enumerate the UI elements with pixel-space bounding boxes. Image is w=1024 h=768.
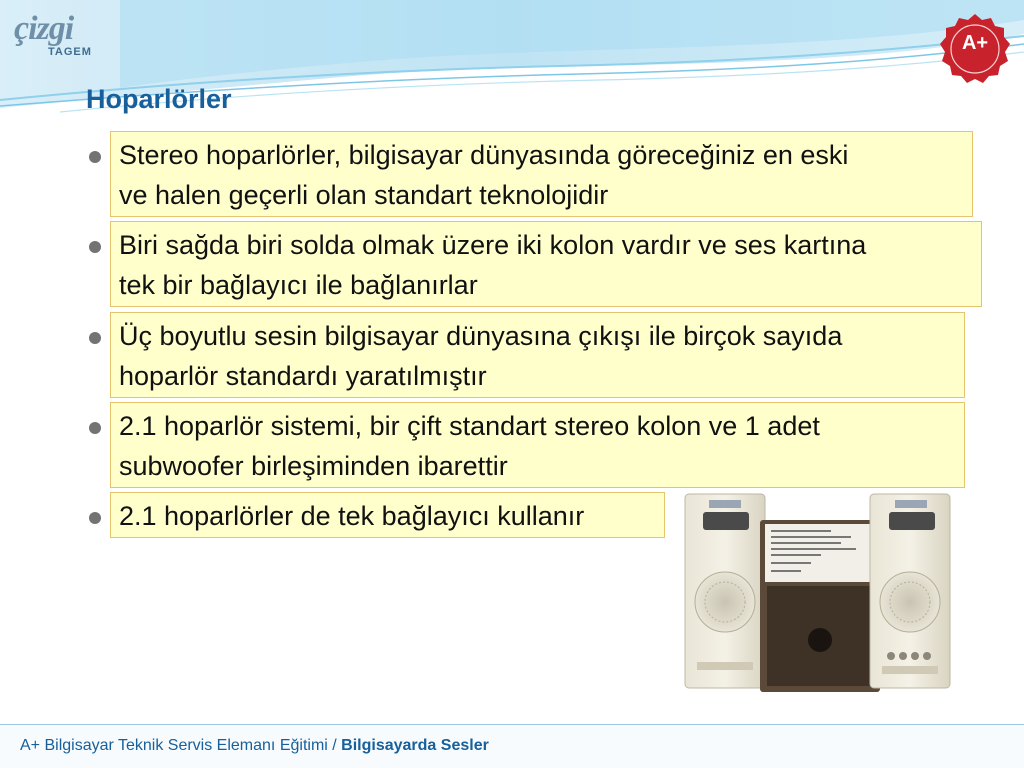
bullet-line: hoparlör standardı yaratılmıştır: [119, 361, 487, 391]
footer-separator: /: [327, 737, 342, 754]
highlight-box: [110, 402, 965, 488]
bullet-line: Stereo hoparlörler, bilgisayar dünyasında göreceğiniz en eski: [119, 140, 849, 170]
highlight-box: [110, 131, 973, 217]
bullet-dot-icon: [89, 332, 101, 344]
footer-course: A+ Bilgisayar Teknik Servis Elemanı Eğitimi: [20, 737, 328, 754]
bullet-dot-icon: [89, 512, 101, 524]
footer-section: Bilgisayarda Sesler: [341, 737, 489, 754]
footer-divider: [0, 724, 1024, 725]
footer-text: [20, 737, 489, 755]
bullet-dot-icon: [89, 151, 101, 163]
bullet-line: Biri sağda biri solda olmak üzere iki kolon vardır ve ses kartına: [119, 230, 867, 260]
highlight-box: [110, 312, 965, 398]
seal-label: A+: [961, 32, 989, 54]
bullet-dot-icon: [89, 241, 101, 253]
bullet-line: ve halen geçerli olan standart teknolojidir: [119, 180, 609, 210]
bullet-line: Üç boyutlu sesin bilgisayar dünyasına çıkışı ile birçok sayıda: [119, 321, 843, 351]
highlight-box: [110, 492, 665, 538]
bullet-line: 2.1 hoparlörler de tek bağlayıcı kullanır: [119, 501, 585, 531]
bullet-line: subwoofer birleşiminden ibarettir: [119, 451, 508, 481]
bullet-dot-icon: [89, 422, 101, 434]
speaker-system-photo: [665, 490, 975, 720]
logo-sub-text: TAGEM: [48, 46, 92, 58]
a-plus-seal-icon: [938, 12, 1012, 86]
page-title: Hoparlörler: [86, 84, 232, 114]
cizgi-tagem-logo: [14, 10, 114, 60]
bullet-line: tek bir bağlayıcı ile bağlanırlar: [119, 270, 478, 300]
logo-main-text: çizgi: [14, 10, 74, 47]
highlight-box: [110, 221, 982, 307]
bullet-line: 2.1 hoparlör sistemi, bir çift standart stereo kolon ve 1 adet: [119, 411, 820, 441]
